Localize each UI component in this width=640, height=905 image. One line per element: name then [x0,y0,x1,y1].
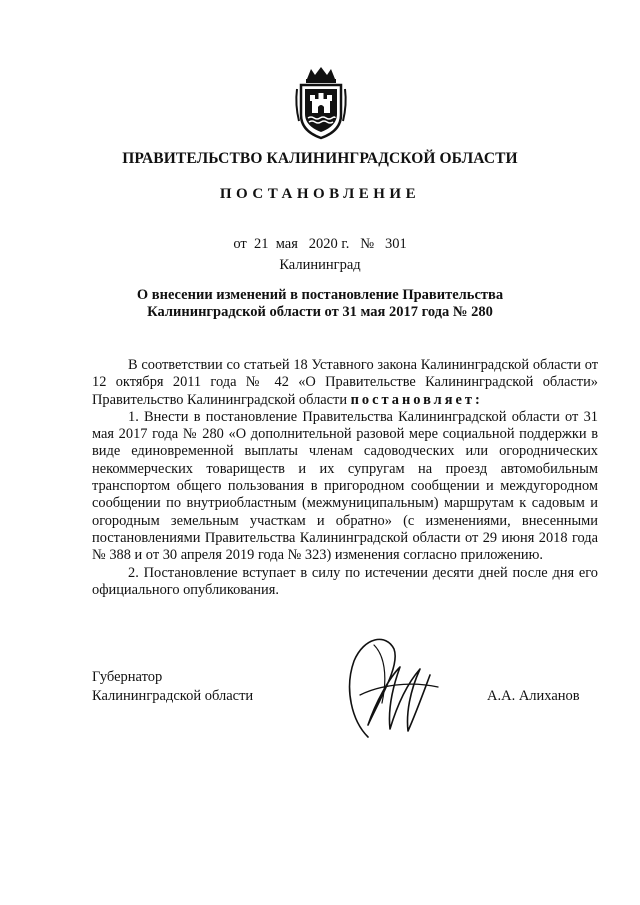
date-prefix: от [233,236,247,252]
signatory-title-line-1: Губернатор [92,669,163,685]
date-year: 2020 г. [308,236,350,252]
document-type: ПОСТАНОВЛЕНИЕ [219,186,421,202]
signatory-name: А.А. Алиханов [487,688,580,704]
item-2-paragraph: 2. Постановление вступает в силу по истечении десяти дней после дня его официального опубликования. [92,564,598,598]
preamble-paragraph [92,357,598,409]
government-name: ПРАВИТЕЛЬСТВО КАЛИНИНГРАДСКОЙ ОБЛАСТИ [122,150,518,167]
number-sign: № [360,236,375,252]
signatory-title [92,668,253,706]
document-number: 301 [384,236,407,252]
document-body [92,357,598,599]
document-subject [0,287,640,321]
date-month: мая [275,236,298,252]
item-1-paragraph: 1. Внести в постановление Правительства Калининградской области от 31 мая 2017 года № 280 «О дополнительной разовой мере социальной поддержки в виде единовременной выплаты членам садоводческих или огороднических некоммерческих товариществ и их супругам на проезд автомобильным транспортом общего пользования в пригородном сообщении и междугородном сообщении по внутриобластным (межмуниципальным) маршрутам к садовым и огородным земельным участкам и обратно» (с изменениями, внесенными постановлениями Правительства Калининградской области от 29 июня 2018 года № 388 и от 30 апреля 2019 года № 323) изменения согласно приложению. [92,408,598,564]
date-number-line [0,236,640,253]
subject-line-1: О внесении изменений в постановление Правительства [136,287,504,303]
decrees-word: постановляет: [350,391,483,408]
handwritten-signature [330,625,445,750]
coat-of-arms-icon [293,65,349,141]
preamble-text: В соответствии со статьей 18 Уставного закона Калининградской области от 12 октября 2011 года № 42 «О Правительстве Калининградской области» Правительство Калининградской области [92,357,598,408]
subject-line-2: Калининградской области от 31 мая 2017 года № 280 [147,304,493,320]
signatory-title-line-2: Калининградской области [92,688,254,704]
city: Калининград [279,257,361,273]
date-day: 21 [253,236,269,252]
